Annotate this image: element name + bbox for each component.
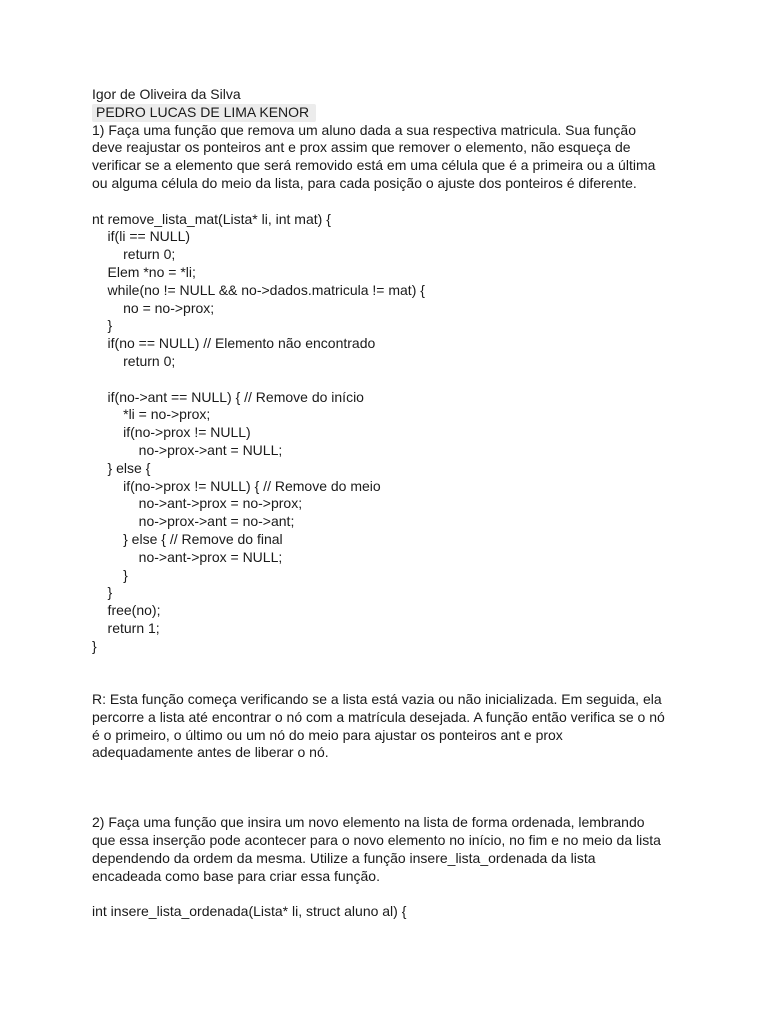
code-line: *li = no->prox; — [92, 406, 211, 423]
blank-line — [92, 193, 692, 211]
code-line — [92, 371, 692, 389]
question-1-line: verificar se a elemento que será removido está em uma célula que é a primeira ou a última — [92, 157, 656, 174]
question-2-line: encadeada como base para criar essa função. — [92, 867, 380, 884]
code-line: if(li == NULL) — [92, 228, 191, 245]
code-line: nt remove_lista_mat(Lista* li, int mat) { — [92, 210, 331, 227]
code-line: } — [92, 584, 113, 601]
code-line: Elem *no = *li; — [92, 263, 196, 280]
code-line: if(no->prox != NULL) { // Remove do meio — [92, 477, 381, 494]
answer-1 — [92, 691, 692, 762]
question-2-line: que essa inserção pode acontecer para o novo elemento no início, no fim e no meio da lista — [92, 832, 661, 849]
question-1 — [92, 122, 692, 193]
code-line: } — [92, 317, 113, 334]
code-line: } else { — [92, 459, 151, 476]
code-line: no->ant->prox = NULL; — [92, 548, 283, 565]
code-line: int insere_lista_ordenada(Lista* li, struct aluno al) { — [92, 903, 407, 920]
code-line: if(no->ant == NULL) { // Remove do início — [92, 388, 364, 405]
question-2-line: dependendo da ordem da mesma. Utilize a função insere_lista_ordenada da lista — [92, 849, 596, 866]
blank-lines — [92, 656, 692, 692]
document-content — [92, 86, 692, 921]
code-line: return 0; — [92, 246, 176, 263]
answer-1-line: é o primeiro, o último ou um nó do meio para ajustar os ponteiros ant e prox — [92, 726, 563, 743]
code-line: return 1; — [92, 619, 160, 636]
code-block-remove — [92, 211, 692, 656]
code-block-insert — [92, 903, 692, 921]
author-name-highlighted — [92, 104, 692, 122]
blank-lines — [92, 762, 692, 814]
answer-1-line: adequadamente antes de liberar o nó. — [92, 744, 329, 761]
code-line: } — [92, 637, 97, 654]
highlighted-author: PEDRO LUCAS DE LIMA KENOR — [92, 104, 316, 122]
code-line: } — [92, 566, 128, 583]
code-line: return 0; — [92, 352, 176, 369]
question-1-line: 1) Faça uma função que remova um aluno dada a sua respectiva matricula. Sua função — [92, 121, 636, 138]
code-line: no = no->prox; — [92, 299, 215, 316]
code-line: free(no); — [92, 602, 161, 619]
code-line: while(no != NULL && no->dados.matricula != mat) { — [92, 281, 425, 298]
code-line: no->prox->ant = no->ant; — [92, 513, 295, 530]
question-2 — [92, 814, 692, 885]
code-line: if(no == NULL) // Elemento não encontrado — [92, 335, 376, 352]
code-line: no->ant->prox = no->prox; — [92, 495, 303, 512]
code-line: if(no->prox != NULL) — [92, 424, 251, 441]
question-1-line: deve reajustar os ponteiros ant e prox assim que remover o elemento, não esqueça de — [92, 139, 631, 156]
answer-1-line: R: Esta função começa verificando se a lista está vazia ou não inicializada. Em seguida, ela — [92, 691, 662, 708]
question-1-line: ou alguma célula do meio da lista, para cada posição o ajuste dos ponteiros é diferente. — [92, 174, 637, 191]
blank-line — [92, 885, 692, 903]
code-line: no->prox->ant = NULL; — [92, 441, 283, 458]
answer-1-line: percorre a lista até encontrar o nó com a matrícula desejada. A função então verifica se o nó — [92, 708, 665, 725]
question-2-line: 2) Faça uma função que insira um novo elemento na lista de forma ordenada, lembrando — [92, 814, 645, 831]
author-name: Igor de Oliveira da Silva — [92, 86, 241, 102]
code-line: } else { // Remove do final — [92, 530, 283, 547]
